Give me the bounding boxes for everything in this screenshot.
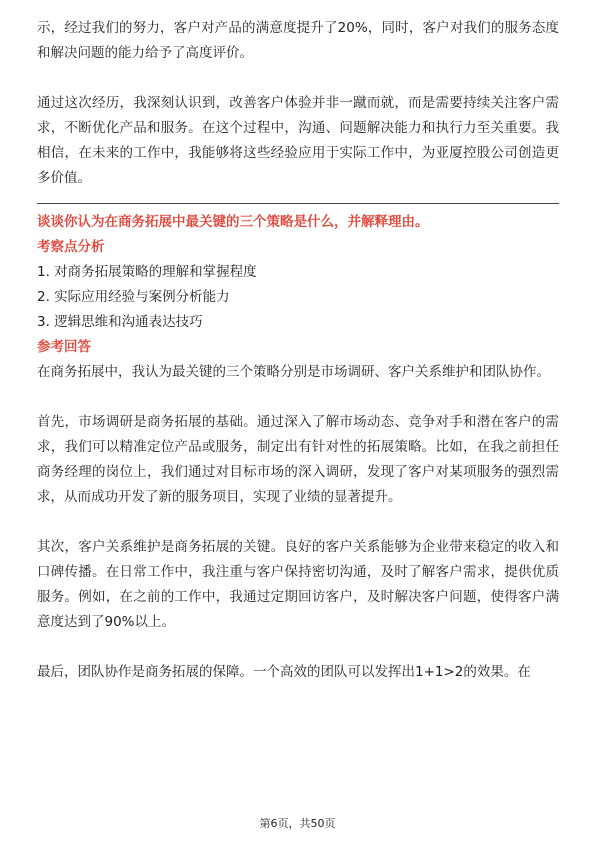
intro-paragraph-1: 示，经过我们的努力，客户对产品的满意度提升了20%，同时，客户对我们的服务态度和解决问题的能力给予了高度评价。 xyxy=(37,20,559,61)
analysis-item-3: 3. 逻辑思维和沟通表达技巧 xyxy=(37,314,203,330)
document-body xyxy=(37,16,559,685)
answer-title: 参考回答 xyxy=(37,339,91,355)
question-heading: 谈谈你认为在商务拓展中最关键的三个策略是什么，并解释理由。 xyxy=(37,214,429,230)
analysis-item-2: 2. 实际应用经验与案例分析能力 xyxy=(37,289,230,305)
page-number: 第6页，共50页 xyxy=(259,817,336,830)
intro-paragraph-2: 通过这次经历，我深刻认识到，改善客户体验并非一蹴而就，而是需要持续关注客户需求，不断优化产品和服务。在这个过程中，沟通、问题解决能力和执行力至关重要。我相信，在未来的工作中，我能够将这些经验应用于实际工作中，为亚厦控股公司创造更多价值。 xyxy=(37,95,559,186)
answer-paragraph-2: 首先，市场调研是商务拓展的基础。通过深入了解市场动态、竞争对手和潜在客户的需求，我们可以精准定位产品或服务，制定出有针对性的拓展策略。比如，在我之前担任商务经理的岗位上，我们通过对目标市场的深入调研，发现了客户对某项服务的强烈需求，从而成功开发了新的服务项目，实现了业绩的显著提升。 xyxy=(37,414,559,505)
analysis-item-1: 1. 对商务拓展策略的理解和掌握程度 xyxy=(37,264,257,280)
answer-paragraph-4: 最后，团队协作是商务拓展的保障。一个高效的团队可以发挥出1+1>2的效果。在 xyxy=(37,664,531,680)
answer-paragraph-3: 其次，客户关系维护是商务拓展的关键。良好的客户关系能够为企业带来稳定的收入和口碑传播。在日常工作中，我注重与客户保持密切沟通，及时了解客户需求，提供优质服务。例如，在之前的工作中，我通过定期回访客户，及时解决客户问题，使得客户满意度达到了90%以上。 xyxy=(37,539,559,630)
analysis-title: 考察点分析 xyxy=(37,239,105,255)
section-divider xyxy=(37,203,559,204)
page-footer xyxy=(0,815,595,831)
answer-paragraph-1: 在商务拓展中，我认为最关键的三个策略分别是市场调研、客户关系维护和团队协作。 xyxy=(37,364,550,380)
